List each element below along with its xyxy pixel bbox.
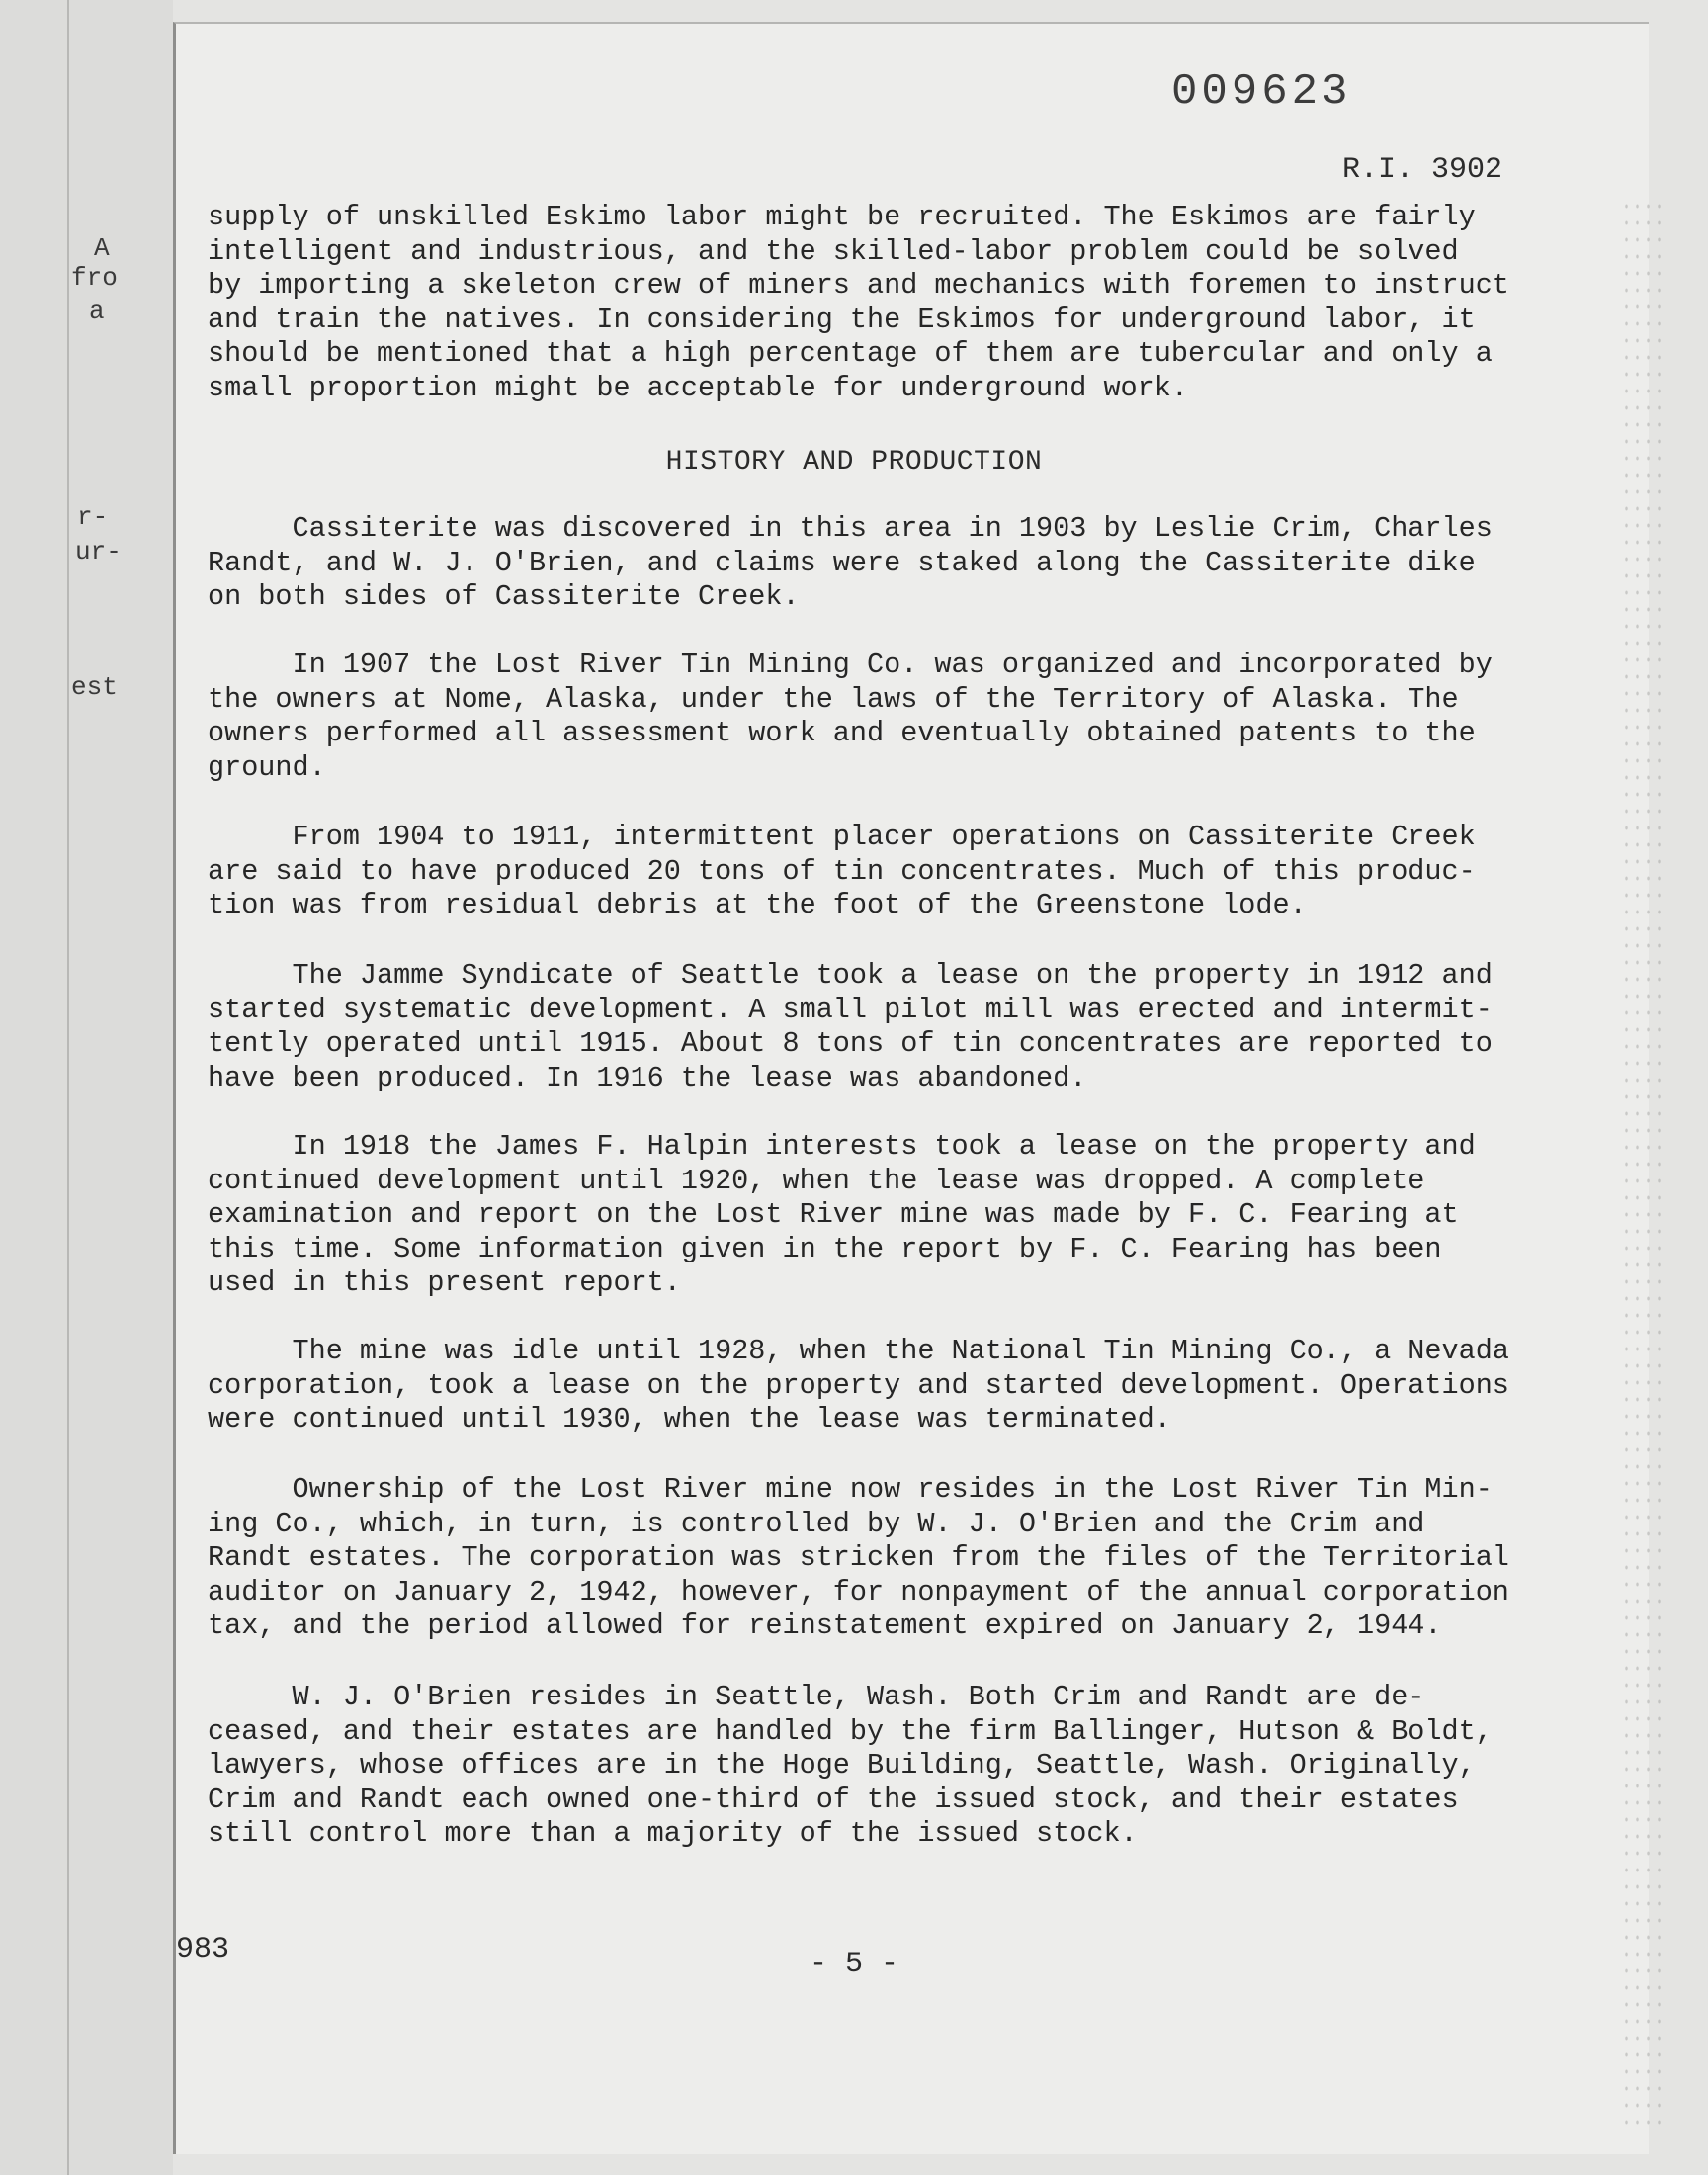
- adjacent-page-edge: [0, 0, 173, 2175]
- paragraph-ownership: Ownership of the Lost River mine now resides in the Lost River Tin Min- ing Co., which, in turn, is controlled by W. J. O'Brien and the Crim and Randt estates. The corporation was stricken from the files of the Territorial auditor on January 2, 1942, however, for nonpayment of the annual corporation tax, and the period allowed for reinstatement expired on January 2, 1944.: [208, 1473, 1509, 1642]
- footer-number: 983: [176, 1933, 230, 1966]
- paragraph-halpin-interests: In 1918 the James F. Halpin interests took a lease on the property and continued development until 1920, when the lease was dropped. A complete examination and report on the Lost River mine was made by F. C. Fearing at this time. Some information given in the report by F. C. Fearing has been used in this present report.: [208, 1130, 1476, 1299]
- scan-noise: [1621, 198, 1661, 2126]
- margin-fragment: A: [94, 233, 110, 263]
- paragraph-obrien: W. J. O'Brien resides in Seattle, Wash. Both Crim and Randt are de- ceased, and their estates are handled by the firm Ballinger, Hutson & Boldt, lawyers, whose offices are in the Hoge Building, Seattle, Wash. Originally, Crim and Randt each owned one-third of the issued stock, and their estates still control more than a majority of the issued stock.: [208, 1681, 1493, 1850]
- page-number: - 5 -: [809, 1948, 898, 1981]
- report-number: R.I. 3902: [1342, 153, 1503, 187]
- page-fold-line: [67, 0, 69, 2175]
- paragraph-jamme-syndicate: The Jamme Syndicate of Seattle took a lease on the property in 1912 and started systematic development. A small pilot mill was erected and intermit- tently operated until 1915. About 8 tons of tin concentrates are reported to have been produced. In 1916 the lease was abandoned.: [208, 959, 1493, 1094]
- margin-fragment: fro: [71, 263, 118, 293]
- paragraph-placer-operations: From 1904 to 1911, intermittent placer operations on Cassiterite Creek are said to have produced 20 tons of tin concentrates. Much of this produc- tion was from residual debris at the foot of the Greenstone lode.: [208, 821, 1476, 921]
- margin-fragment: a: [89, 297, 105, 326]
- margin-fragment: est: [71, 672, 118, 702]
- section-heading: HISTORY AND PRODUCTION: [665, 447, 1043, 478]
- serial-number: 009623: [1171, 67, 1352, 117]
- margin-fragment: r-: [77, 502, 109, 532]
- paragraph-discovery: Cassiterite was discovered in this area in 1903 by Leslie Crim, Charles Randt, and W. J. O'Brien, and claims were staked along the Cassiterite dike on both sides of Cassiterite Creek.: [208, 512, 1493, 613]
- paragraph-national-tin: The mine was idle until 1928, when the National Tin Mining Co., a Nevada corporation, took a lease on the property and started development. Operations were continued until 1930, when the lease was terminated.: [208, 1335, 1509, 1436]
- paragraph-labor: supply of unskilled Eskimo labor might be recruited. The Eskimos are fairly intelligent and industrious, and the skilled-labor problem could be solved by importing a skeleton crew of miners and mechanics with foremen to instruct and train the natives. In considering the Eskimos for underground labor, it should be mentioned that a high percentage of them are tubercular and only a small proportion might be acceptable for underground work.: [208, 201, 1509, 404]
- paragraph-incorporation: In 1907 the Lost River Tin Mining Co. was organized and incorporated by the owners at Nome, Alaska, under the laws of the Territory of Alaska. The owners performed all assessment work and eventually obtained patents to the ground.: [208, 649, 1493, 784]
- margin-fragment: ur-: [75, 537, 122, 566]
